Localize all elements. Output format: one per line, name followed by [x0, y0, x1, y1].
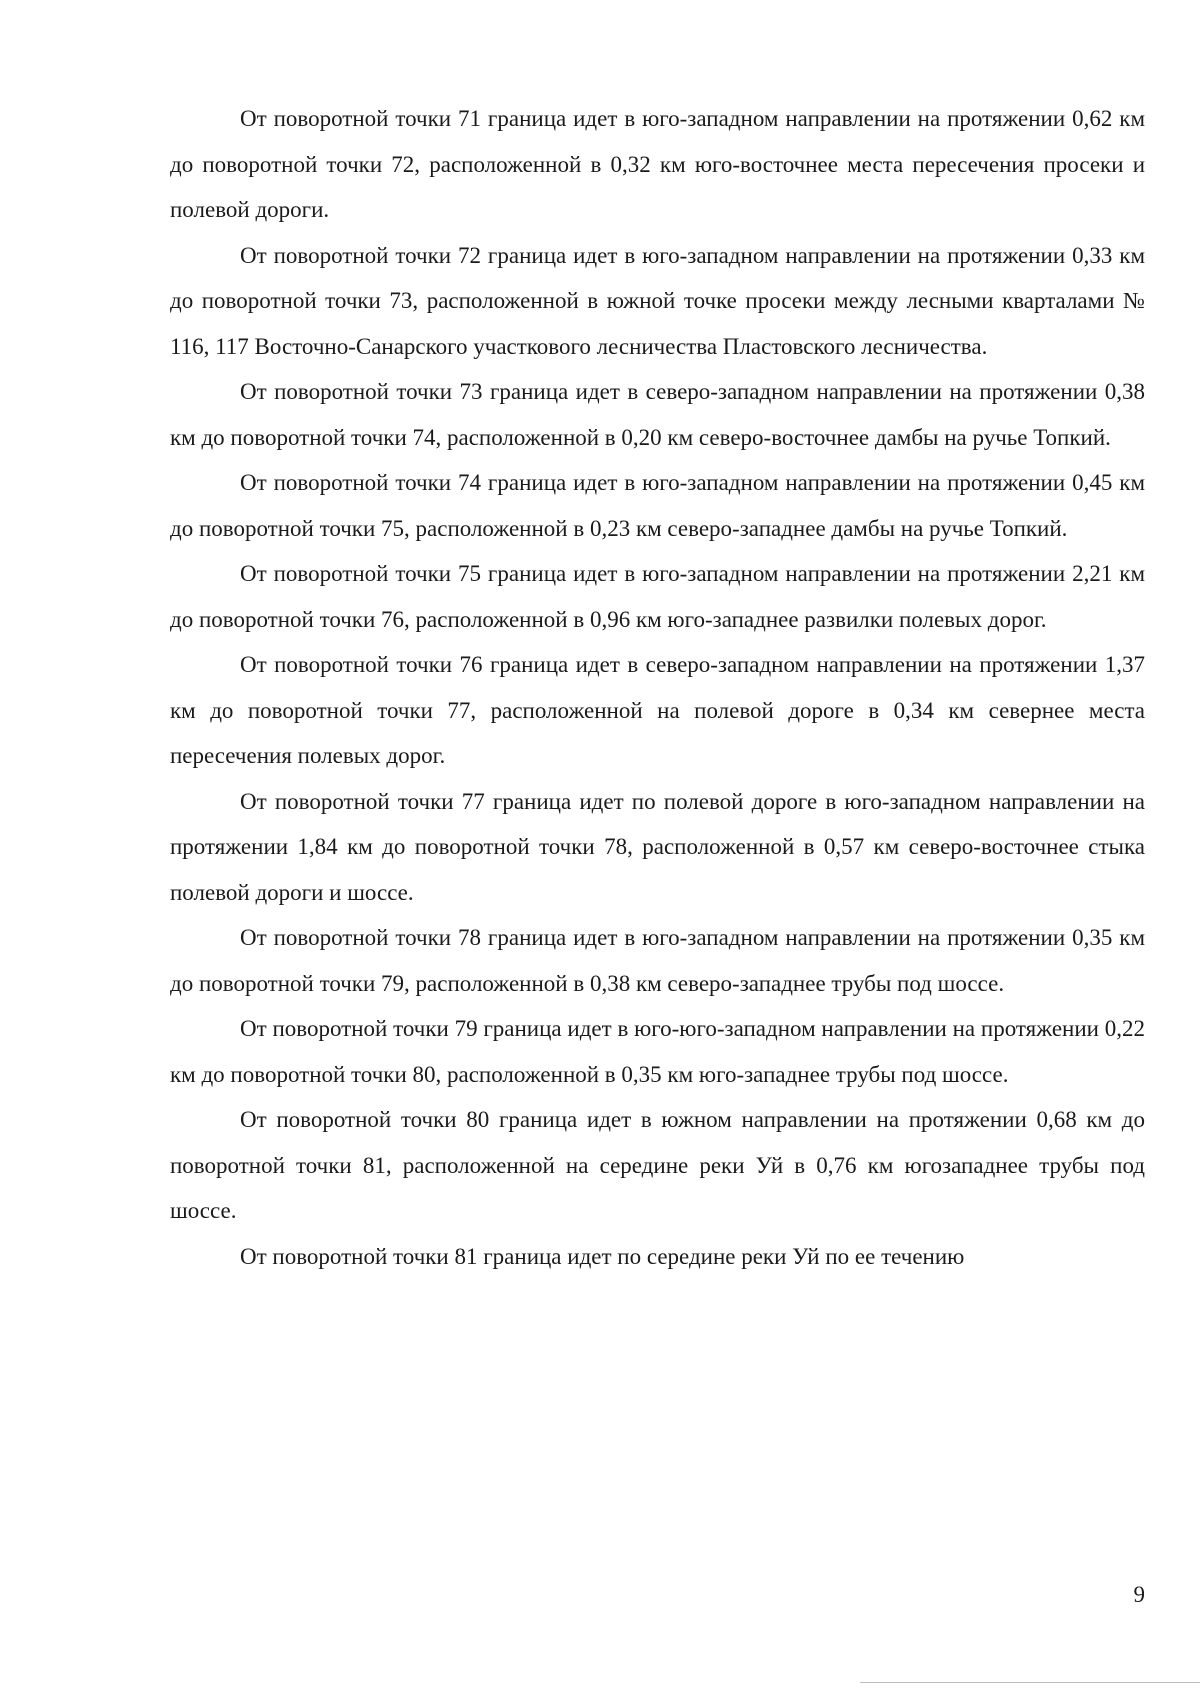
paragraph-point-81: От поворотной точки 81 граница идет по середине реки Уй по ее течению: [240, 1243, 965, 1269]
scan-edge-line: [860, 1682, 1200, 1683]
paragraph-point-73: От поворотной точки 73 граница идет в северо-западном направлении на протяжении 0,38 км до поворотной точки 74, расположенной в 0,20 км северо-восточнее дамбы на ручье Топкий.: [170, 379, 1145, 450]
paragraph-point-74: От поворотной точки 74 граница идет в юго-западном направлении на протяжении 0,45 км до поворотной точки 75, расположенной в 0,23 км северо-западнее дамбы на ручье Топкий.: [170, 470, 1145, 541]
paragraph-point-76: От поворотной точки 76 граница идет в северо-западном направлении на протяжении 1,37 км до поворотной точки 77, расположенной на полевой дороге в 0,34 км севернее места пересечения полевых дорог.: [170, 652, 1145, 768]
paragraph-point-72: От поворотной точки 72 граница идет в юго-западном направлении на протяжении 0,33 км до поворотной точки 73, расположенной в южной точке просеки между лесными кварталами № 116, 117 Восточно-Санарского участкового лесничества Пластовского лесничества.: [170, 242, 1145, 359]
paragraph-point-77: От поворотной точки 77 граница идет по полевой дороге в юго-западном направлении на протяжении 1,84 км до поворотной точки 78, расположенной в 0,57 км северо-восточнее стыка полевой дороги и шоссе.: [170, 788, 1145, 905]
page-number: 9: [1133, 1582, 1145, 1607]
document-body: [170, 96, 1145, 1279]
paragraph-point-80: От поворотной точки 80 граница идет в южном направлении на протяжении 0,68 км до поворотной точки 81, расположенной на середине реки Уй в 0,76 км югозападнее трубы под шоссе.: [170, 1107, 1145, 1223]
paragraph-point-79: От поворотной точки 79 граница идет в юго-юго-западном направлении на протяжении 0,22 км до поворотной точки 80, расположенной в 0,35 км юго-западнее трубы под шоссе.: [170, 1016, 1145, 1087]
paragraph-point-71: От поворотной точки 71 граница идет в юго-западном направлении на протяжении 0,62 км до поворотной точки 72, расположенной в 0,32 км юго-восточнее места пересечения просеки и полевой дороги.: [170, 106, 1145, 222]
paragraph-point-78: От поворотной точки 78 граница идет в юго-западном направлении на протяжении 0,35 км до поворотной точки 79, расположенной в 0,38 км северо-западнее трубы под шоссе.: [170, 925, 1145, 996]
paragraph-point-75: От поворотной точки 75 граница идет в юго-западном направлении на протяжении 2,21 км до поворотной точки 76, расположенной в 0,96 км юго-западнее развилки полевых дорог.: [170, 561, 1145, 632]
